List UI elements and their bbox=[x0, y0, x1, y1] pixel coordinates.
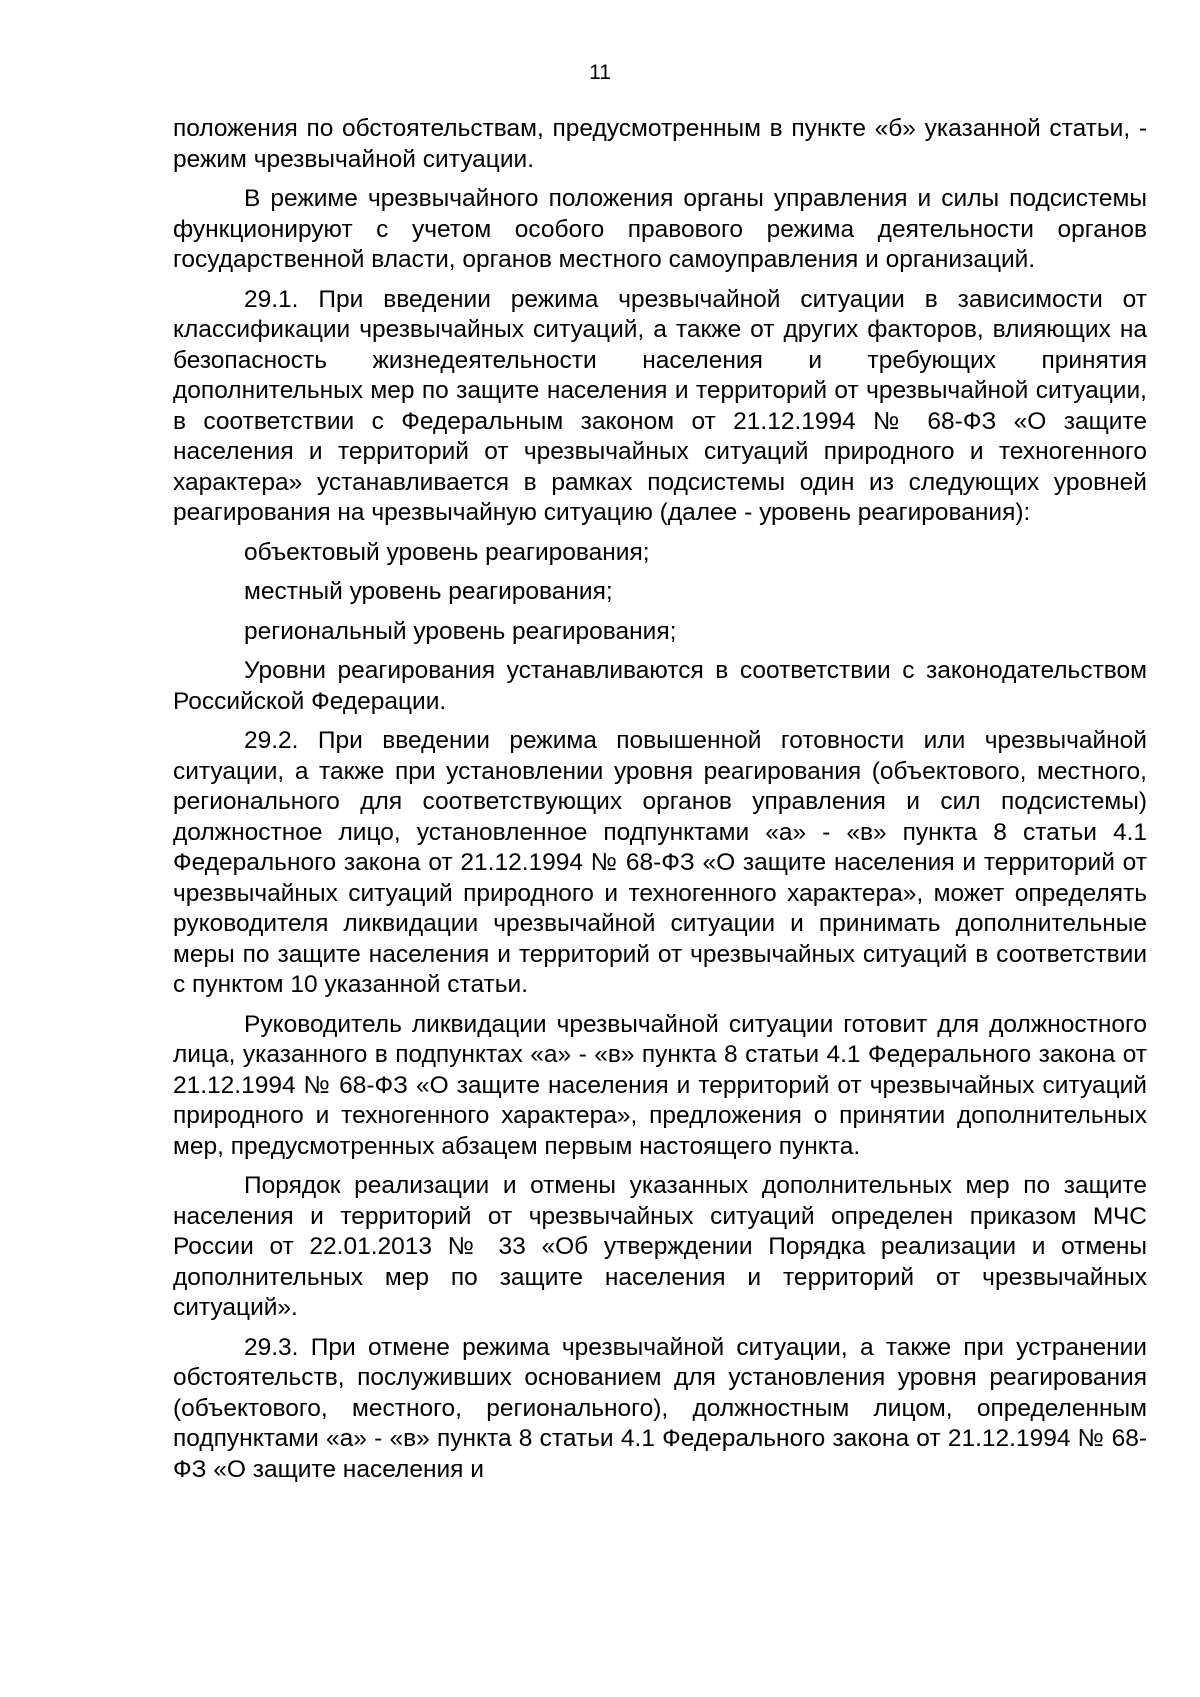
paragraph-29-3: 29.3. При отмене режима чрезвычайной ситуации, а также при устранении обстоятельств, послуживших основанием для установления уровня реагирования (объектового, местного, регионального), должностным лицом, определенным подпунктами «а» - «в» пункта 8 статьи 4.1 Федерального закона от 21.12.1994 № 68-ФЗ «О защите населения и bbox=[173, 1333, 1147, 1483]
paragraph-continuation: положения по обстоятельствам, предусмотренным в пункте «б» указанной статьи, - режим чрезвычайной ситуации. bbox=[173, 115, 1147, 173]
list-item-local-level: местный уровень реагирования; bbox=[244, 578, 613, 605]
paragraph-emergency-mode: В режиме чрезвычайного положения органы управления и силы подсистемы функционируют с учетом особого правового режима деятельности органов государственной власти, органов местного самоуправления и организаций. bbox=[173, 185, 1147, 273]
paragraph-29-2: 29.2. При введении режима повышенной готовности или чрезвычайной ситуации, а также при установлении уровня реагирования (объектового, местного, регионального для соответствующих органов управления и сил подсистемы) должностное лицо, установленное подпунктами «а» - «в» пункта 8 статьи 4.1 Федерального закона от 21.12.1994 № 68-ФЗ «О защите населения и территорий от чрезвычайных ситуаций природного и техногенного характера», может определять руководителя ликвидации чрезвычайной ситуации и принимать дополнительные меры по защите населения и территорий от чрезвычайных ситуаций в соответствии с пунктом 10 указанной статьи. bbox=[173, 727, 1147, 998]
paragraph-29-1: 29.1. При введении режима чрезвычайной ситуации в зависимости от классификации чрезвычайных ситуаций, а также от других факторов, влияющих на безопасность жизнедеятельности населения и требующих принятия дополнительных мер по защите населения и территорий от чрезвычайной ситуации, в соответствии с Федеральным законом от 21.12.1994 № 68-ФЗ «О защите населения и территорий от чрезвычайных ситуаций природного и техногенного характера» устанавливается в рамках подсистемы один из следующих уровней реагирования на чрезвычайную ситуацию (далее - уровень реагирования): bbox=[173, 285, 1147, 526]
paragraph-procedure: Порядок реализации и отмены указанных дополнительных мер по защите населения и территорий от чрезвычайных ситуаций определен приказом МЧС России от 22.01.2013 № 33 «Об утверждении Порядка реализации и отмены дополнительных мер по защите населения и территорий от чрезвычайных ситуаций». bbox=[173, 1172, 1147, 1321]
paragraph-response-levels: Уровни реагирования устанавливаются в соответствии с законодательством Российской Федерации. bbox=[173, 657, 1147, 715]
list-item-regional-level: региональный уровень реагирования; bbox=[244, 617, 677, 645]
paragraph-liquidation-head: Руководитель ликвидации чрезвычайной ситуации готовит для должностного лица, указанного в подпунктах «а» - «в» пункта 8 статьи 4.1 Федерального закона от 21.12.1994 № 68-ФЗ «О защите населения и территорий от чрезвычайных ситуаций природного и техногенного характера», предложения о принятии дополнительных мер, предусмотренных абзацем первым настоящего пункта. bbox=[173, 1010, 1147, 1160]
list-item-object-level: объектовый уровень реагирования; bbox=[244, 538, 650, 566]
page-number: 11 bbox=[589, 61, 611, 84]
document-body bbox=[173, 114, 1147, 1494]
